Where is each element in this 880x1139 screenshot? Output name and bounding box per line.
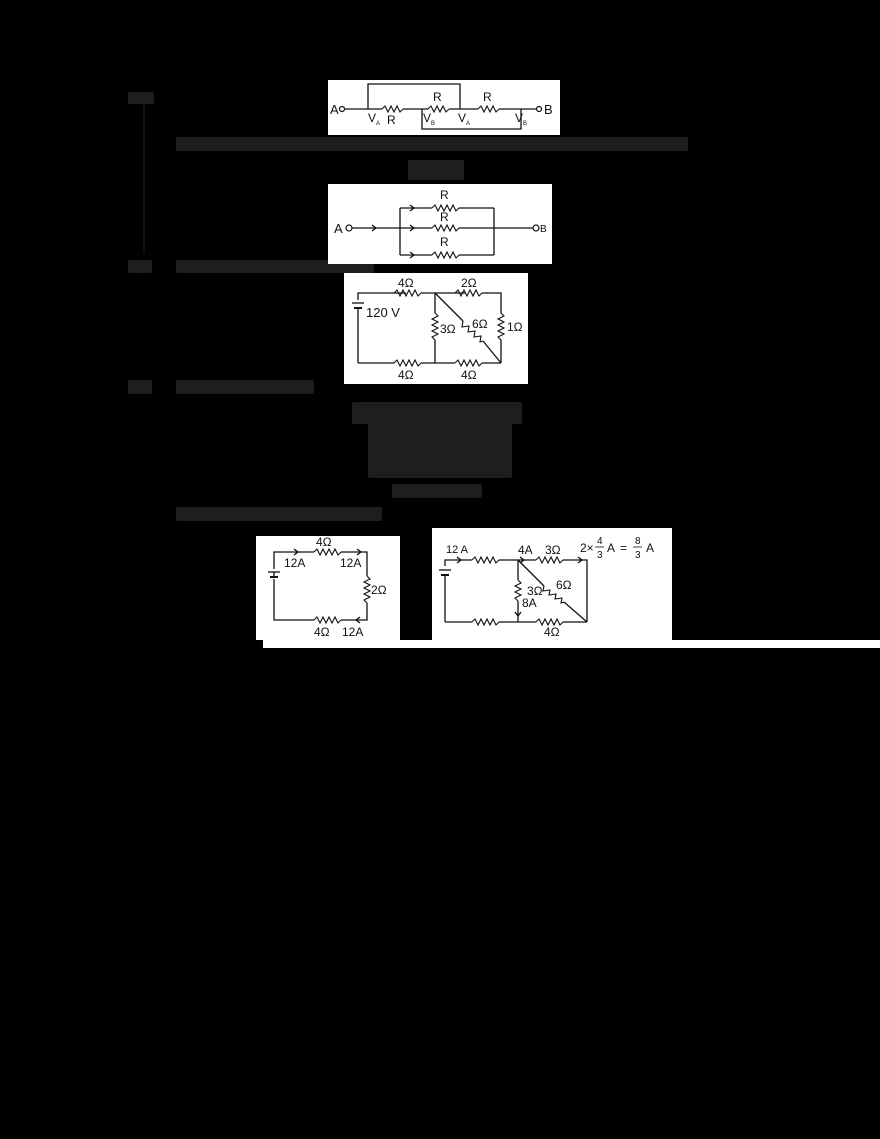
solution-intro-text [176, 507, 382, 521]
resistor-label: R [387, 113, 396, 127]
resistor-label: 4Ω [544, 625, 560, 639]
svg-text:A: A [466, 121, 471, 127]
solution-block-line-last [392, 484, 482, 498]
figure-5-current-distribution [432, 528, 672, 640]
svg-text:=: = [620, 541, 628, 555]
solution-block-line-1 [352, 402, 522, 424]
question-number-1 [128, 92, 154, 104]
node-label-va: V [368, 111, 377, 125]
node-label-va: V [458, 111, 467, 125]
current-label: 12A [342, 625, 364, 639]
current-label: 12 A [446, 544, 469, 556]
resistor-label: R [440, 188, 449, 202]
current-label: 8A [522, 596, 537, 610]
current-label: 12A [340, 556, 362, 570]
question-3-text [176, 380, 314, 394]
svg-text:A: A [376, 121, 381, 127]
resistor-label: 2Ω [371, 583, 387, 597]
resistor-label: 4Ω [398, 368, 414, 382]
resistor-label: R [433, 90, 442, 104]
svg-text:2×: 2× [580, 541, 594, 555]
hence-equals-text [408, 160, 464, 180]
resistor-label: 3Ω [527, 584, 543, 598]
resistor-label: 4Ω [314, 625, 330, 639]
current-equation [580, 536, 654, 561]
svg-text:B: B [431, 121, 436, 127]
resistor-label: 6Ω [472, 317, 488, 331]
svg-text:3: 3 [597, 550, 603, 561]
svg-text:3: 3 [635, 550, 641, 561]
figure-4-simplified-loop [256, 536, 400, 640]
question-number-1-line [143, 104, 145, 254]
terminal-b-label: B [544, 102, 553, 117]
question-number-2 [128, 260, 152, 273]
resistor-label: 3Ω [440, 322, 456, 336]
figure-3-bridge-circuit [344, 273, 528, 384]
resistor-label: 4Ω [316, 536, 332, 549]
resistor-label: 4Ω [398, 276, 414, 290]
solution-block-body [368, 424, 512, 478]
current-label: 12A [284, 556, 306, 570]
resistor-label: R [440, 210, 449, 224]
node-label-vb: V [423, 111, 432, 125]
source-voltage-label: 120 V [366, 305, 400, 320]
resistor-label: R [483, 90, 492, 104]
figure-1-series-network [328, 80, 560, 135]
resistor-label: 6Ω [556, 578, 572, 592]
resistor-label: 3Ω [545, 543, 561, 557]
terminal-a-label: A [334, 221, 343, 236]
svg-text:B: B [523, 121, 528, 127]
node-label-vb: V [515, 111, 524, 125]
resistor-label: 2Ω [461, 276, 477, 290]
terminal-a-label: A [330, 102, 339, 117]
svg-text:4: 4 [597, 536, 603, 547]
figure-bottom-strip [263, 640, 880, 648]
current-label: 4A [518, 543, 533, 557]
svg-text:A: A [607, 541, 616, 555]
explanation-line-1 [176, 137, 688, 151]
svg-text:8: 8 [635, 536, 641, 547]
figure-2-parallel-equivalent [328, 184, 552, 264]
resistor-label: 1Ω [507, 320, 523, 334]
resistor-label: R [440, 235, 449, 249]
svg-text:A: A [646, 541, 655, 555]
resistor-label: 4Ω [461, 368, 477, 382]
terminal-b-label: B [540, 224, 547, 235]
question-number-3 [128, 380, 152, 394]
